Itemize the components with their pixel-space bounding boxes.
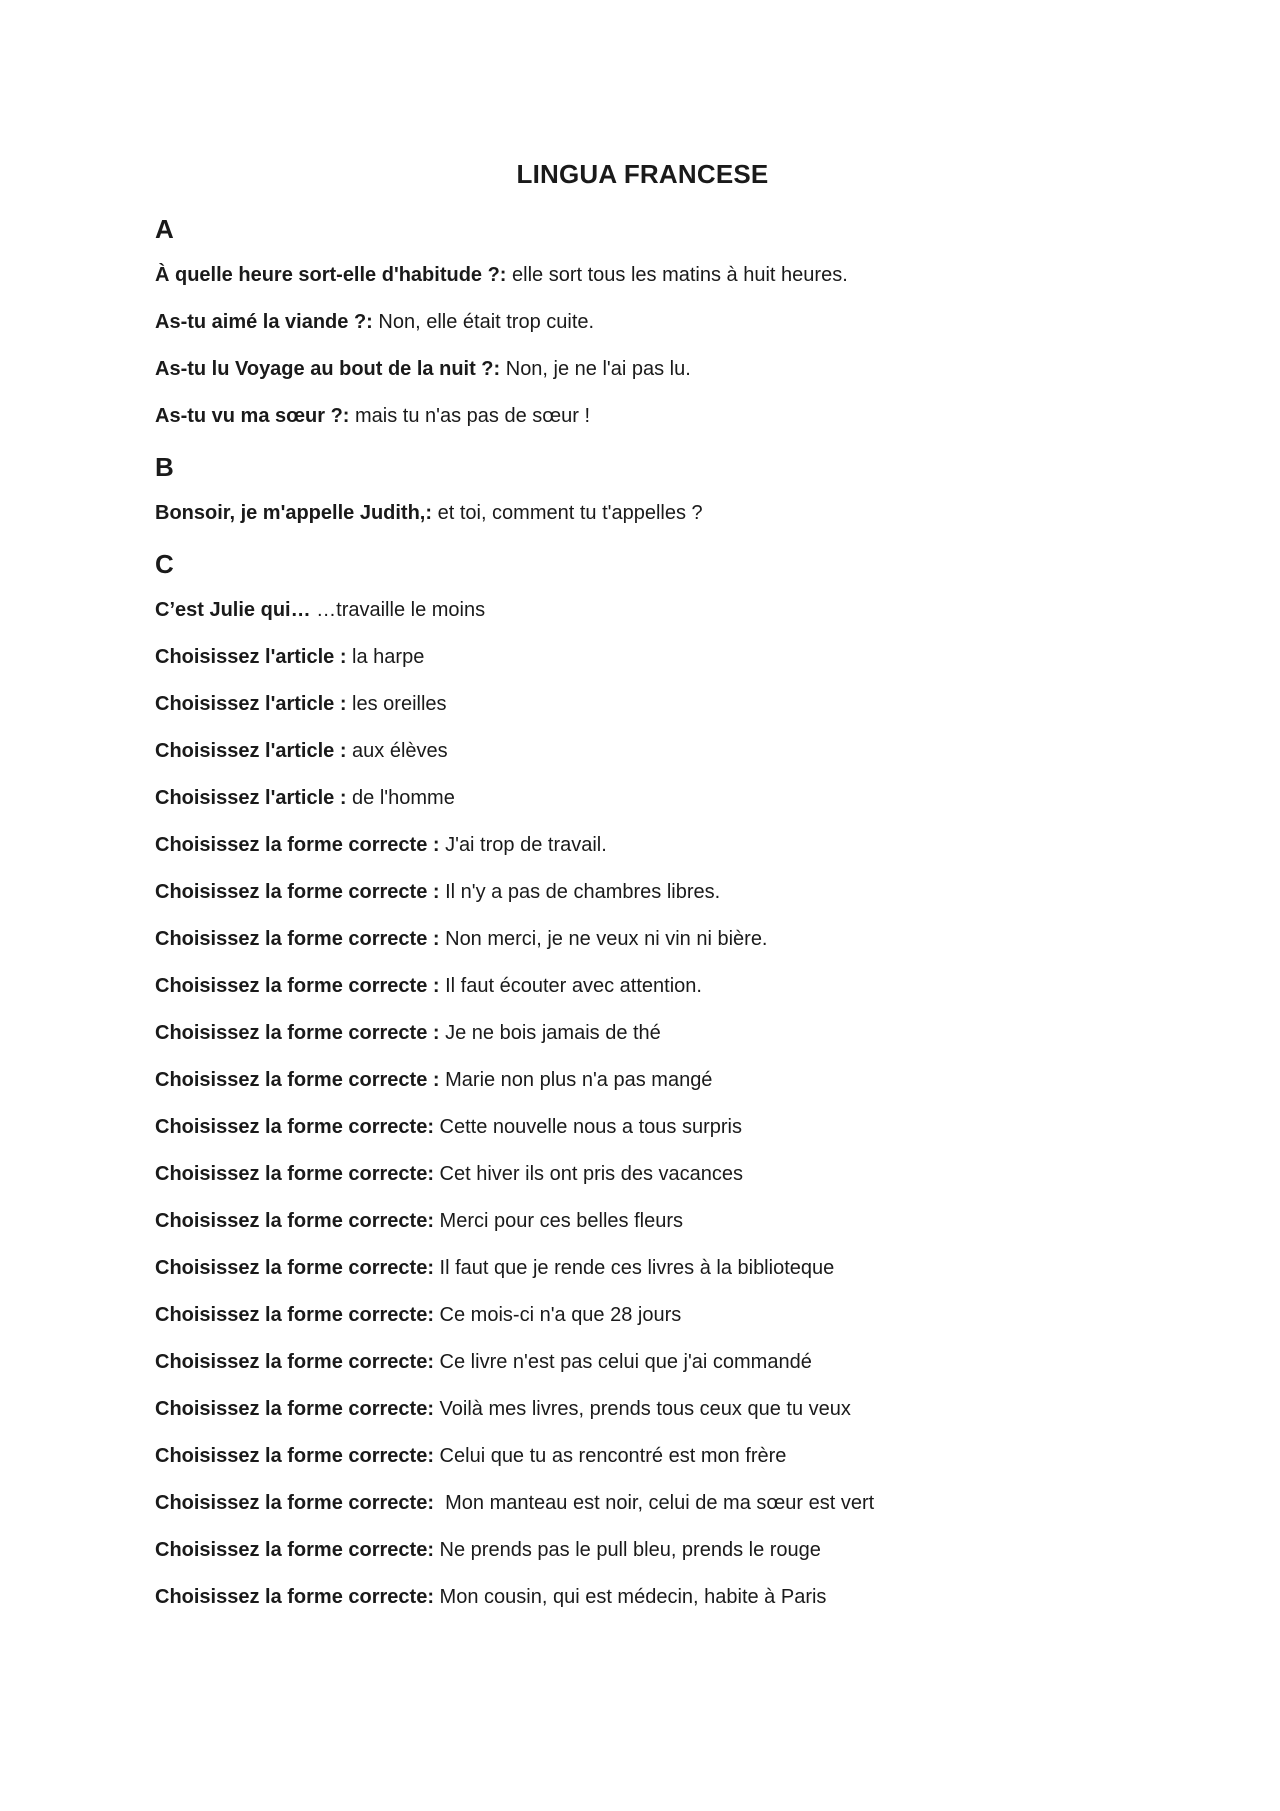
entry-item [155,879,1130,905]
entry-question: Choisissez l'article : [155,787,347,809]
entry-question: Choisissez la forme correcte: [155,1398,434,1420]
entry-question: Choisissez la forme correcte: [155,1586,434,1608]
entry-question: As-tu lu Voyage au bout de la nuit ?: [155,358,501,380]
entry-item [155,832,1130,858]
section-letter: C [155,549,174,579]
entry-answer: et toi, comment tu t'appelles ? [432,502,703,524]
entry-answer: Non, je ne l'ai pas lu. [500,358,691,380]
entry-answer: Ne prends pas le pull bleu, prends le rouge [434,1539,821,1561]
entry-question: Choisissez la forme correcte: [155,1116,434,1138]
entry-item [155,597,1130,623]
entry-answer: Ce livre n'est pas celui que j'ai commandé [434,1351,812,1373]
entry-item [155,1537,1130,1563]
entry-answer: J'ai trop de travail. [439,834,607,856]
entry-answer: les oreilles [346,693,447,715]
entry-answer: …travaille le moins [310,599,486,621]
entry-item [155,1255,1130,1281]
entry-answer: de l'homme [346,787,455,809]
entry-item [155,262,1130,288]
entry-answer: mais tu n'as pas de sœur ! [349,405,591,427]
entry-question: Choisissez l'article : [155,693,347,715]
entry-question: Choisissez la forme correcte: [155,1351,434,1373]
entry-question: Choisissez la forme correcte: [155,1492,434,1514]
entry-question: Choisissez la forme correcte: [155,1539,434,1561]
entry-item [155,1443,1130,1469]
entry-item [155,1396,1130,1422]
entry-question: Choisissez la forme correcte : [155,834,440,856]
entry-answer: Il n'y a pas de chambres libres. [439,881,721,903]
entry-answer: Non merci, je ne veux ni vin ni bière. [439,928,768,950]
entry-item [155,691,1130,717]
entry-item [155,309,1130,335]
entry-question: As-tu aimé la viande ?: [155,311,373,333]
entry-item [155,403,1130,429]
entry-answer: Mon cousin, qui est médecin, habite à Paris [434,1586,827,1608]
entry-answer: Marie non plus n'a pas mangé [439,1069,713,1091]
entry-item [155,1349,1130,1375]
document-title: LINGUA FRANCESE [516,159,769,189]
entry-item [155,785,1130,811]
entry-question: Choisissez la forme correcte : [155,1069,440,1091]
entry-question: Choisissez la forme correcte : [155,975,440,997]
entry-question: Choisissez la forme correcte: [155,1163,434,1185]
section-a [155,212,1130,429]
section-c [155,547,1130,1610]
entry-answer: Voilà mes livres, prends tous ceux que tu veux [434,1398,851,1420]
entry-question: Choisissez la forme correcte: [155,1257,434,1279]
sections-container [155,212,1130,1610]
entry-question: C’est Julie qui… [155,599,311,621]
entry-answer: aux élèves [346,740,448,762]
entry-item [155,926,1130,952]
entry-answer: Cet hiver ils ont pris des vacances [434,1163,744,1185]
entry-item [155,1067,1130,1093]
entry-item [155,1114,1130,1140]
entry-answer: elle sort tous les matins à huit heures. [506,264,848,286]
entry-item [155,1302,1130,1328]
entry-question: Choisissez la forme correcte: [155,1210,434,1232]
entry-answer: Il faut écouter avec attention. [439,975,702,997]
entry-question: Choisissez la forme correcte : [155,881,440,903]
entry-question: Choisissez l'article : [155,646,347,668]
entry-question: Choisissez la forme correcte : [155,928,440,950]
section-letter: A [155,214,174,244]
entry-item [155,973,1130,999]
entry-item [155,1490,1130,1516]
section-b [155,450,1130,526]
entry-question: Choisissez la forme correcte: [155,1445,434,1467]
entry-item [155,1208,1130,1234]
entry-question: Choisissez l'article : [155,740,347,762]
entry-answer: Je ne bois jamais de thé [439,1022,661,1044]
entry-answer: Merci pour ces belles fleurs [434,1210,683,1232]
entry-item [155,1161,1130,1187]
entry-answer: Mon manteau est noir, celui de ma sœur est vert [434,1492,875,1514]
entry-question: À quelle heure sort-elle d'habitude ?: [155,264,507,286]
section-letter: B [155,452,174,482]
entry-question: Bonsoir, je m'appelle Judith,: [155,502,433,524]
entry-answer: Celui que tu as rencontré est mon frère [434,1445,787,1467]
entry-item [155,1020,1130,1046]
entry-item [155,500,1130,526]
entry-answer: Non, elle était trop cuite. [372,311,595,333]
entry-answer: Ce mois-ci n'a que 28 jours [434,1304,682,1326]
entry-item [155,644,1130,670]
entry-question: Choisissez la forme correcte : [155,1022,440,1044]
entry-question: As-tu vu ma sœur ?: [155,405,350,427]
entry-answer: la harpe [346,646,425,668]
entry-item [155,356,1130,382]
entry-item [155,1584,1130,1610]
entry-item [155,738,1130,764]
entry-answer: Cette nouvelle nous a tous surpris [434,1116,742,1138]
entry-answer: Il faut que je rende ces livres à la biblioteque [434,1257,835,1279]
entry-question: Choisissez la forme correcte: [155,1304,434,1326]
